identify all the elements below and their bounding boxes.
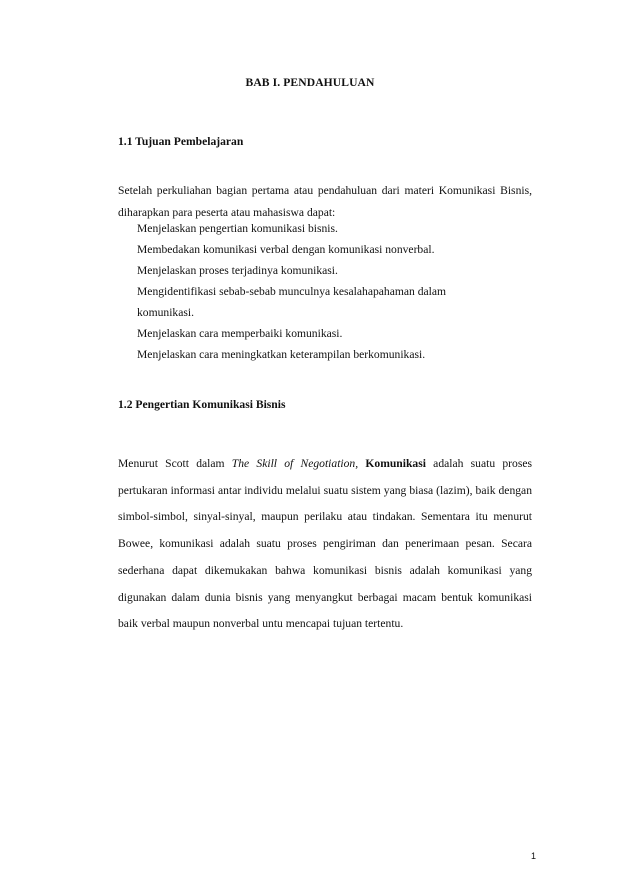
book-title: The Skill of Negotiation, <box>231 457 359 470</box>
objectives-intro-paragraph: Setelah perkuliahan bagian pertama atau pendahuluan dari materi Komunikasi Bisnis, diharapkan para peserta atau mahasiswa dapat: <box>118 184 532 219</box>
paragraph-lead-text: Menurut Scott dalam <box>118 457 232 470</box>
list-item: Membedakan komunikasi verbal dengan komunikasi nonverbal. <box>137 243 435 256</box>
page-number: 1 <box>531 851 537 861</box>
chapter-title: BAB I. PENDAHULUAN <box>245 76 375 89</box>
definition-paragraph <box>118 451 532 638</box>
list-item: Mengidentifikasi sebab-sebab munculnya kesalahapahaman dalam komunikasi. <box>137 285 447 319</box>
section-heading-definition: 1.2 Pengertian Komunikasi Bisnis <box>118 398 286 411</box>
list-item: Menjelaskan cara memperbaiki komunikasi. <box>137 327 343 340</box>
list-item: Menjelaskan cara meningkatkan keterampilan berkomunikasi. <box>137 348 426 361</box>
key-term: Komunikasi <box>365 457 426 470</box>
objectives-list <box>137 218 517 365</box>
paragraph-body-text: adalah suatu proses pertukaran informasi antar individu melalui suatu sistem yang biasa (lazim), baik dengan simbol-simbol, sinyal-sinyal, maupun perilaku atau tindakan. Sementara itu menurut Bowee, komunikasi adalah suatu proses pengiriman dan penerimaan pesan. Secara sederhana dapat dikemukakan bahwa komunikasi bisnis adalah komunikasi yang digunakan dalam dunia bisnis yang menyangkut berbagai macam bentuk komunikasi baik verbal maupun nonverbal untu mencapai tujuan tertentu. <box>118 457 532 631</box>
section-heading-objectives: 1.1 Tujuan Pembelajaran <box>118 135 244 148</box>
list-item: Menjelaskan pengertian komunikasi bisnis. <box>137 222 338 235</box>
list-item: Menjelaskan proses terjadinya komunikasi. <box>137 264 338 277</box>
